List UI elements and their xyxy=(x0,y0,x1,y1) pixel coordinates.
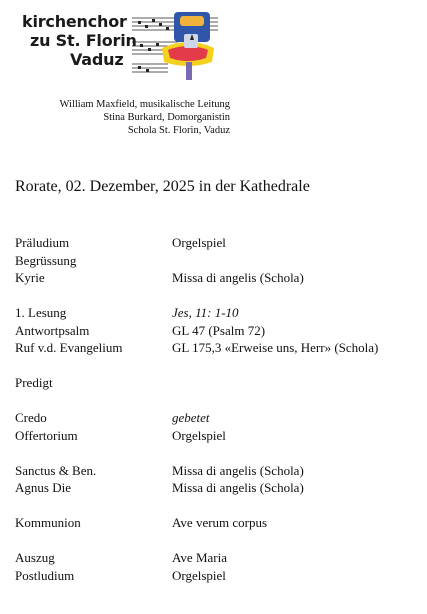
program-row xyxy=(15,322,420,340)
program-detail: Missa di angelis (Schola) xyxy=(172,480,304,495)
program-detail: Orgelspiel xyxy=(172,235,226,250)
program-row xyxy=(15,567,420,585)
program-row xyxy=(15,409,420,427)
program-row xyxy=(15,462,420,480)
program-row xyxy=(15,444,420,462)
program-part: 1. Lesung xyxy=(15,305,67,320)
program-row xyxy=(15,479,420,497)
liturgy-program xyxy=(15,234,420,584)
program-detail: Ave Maria xyxy=(172,550,227,565)
program-row xyxy=(15,427,420,445)
program-part: Auszug xyxy=(15,550,55,565)
program-detail: Missa di angelis (Schola) xyxy=(172,270,304,285)
program-part: Sanctus & Ben. xyxy=(15,462,97,478)
program-part: Antwortpsalm xyxy=(15,322,90,338)
program-detail: gebetet xyxy=(172,410,210,425)
program-part: Postludium xyxy=(15,567,75,583)
program-row xyxy=(15,252,420,270)
program-detail: Jes, 11: 1-10 xyxy=(172,305,239,320)
logo-line-1: kirchenchor xyxy=(22,12,127,31)
program-detail: Orgelspiel xyxy=(172,567,226,583)
program-part: Credo xyxy=(15,410,47,425)
credit-organist: Stina Burkard, Domorganistin xyxy=(103,112,230,123)
program-part: Kyrie xyxy=(15,270,45,285)
program-part: Begrüssung xyxy=(15,252,77,268)
program-row xyxy=(15,532,420,550)
program-row xyxy=(15,234,420,252)
program-part: Kommunion xyxy=(15,515,81,530)
program-row xyxy=(15,269,420,287)
program-row xyxy=(15,497,420,515)
program-row xyxy=(15,357,420,375)
program-row xyxy=(15,304,420,322)
program-part: Predigt xyxy=(15,375,53,390)
program-part: Agnus Die xyxy=(15,480,71,495)
credit-schola: Schola St. Florin, Vaduz xyxy=(127,125,230,136)
program-row xyxy=(15,549,420,567)
logo-line-2: zu St. Florin xyxy=(30,31,137,50)
program-detail: Ave verum corpus xyxy=(172,515,268,530)
program-detail: GL 175,3 «Erweise uns, Herr» (Schola) xyxy=(172,340,379,355)
program-row xyxy=(15,514,420,532)
page-title: Rorate, 02. Dezember, 2025 in der Kathedrale xyxy=(15,178,310,195)
program-part: Offertorium xyxy=(15,427,78,443)
program-detail: Orgelspiel xyxy=(172,427,226,443)
program-part: Ruf v.d. Evangelium xyxy=(15,340,123,355)
program-row xyxy=(15,339,420,357)
program-row xyxy=(15,392,420,410)
program-part: Präludium xyxy=(15,235,70,250)
credits-block xyxy=(20,98,230,137)
logo-line-3: Vaduz xyxy=(70,50,124,69)
program-row xyxy=(15,287,420,305)
music-staff-logo-icon xyxy=(118,10,218,84)
program-detail: Missa di angelis (Schola) xyxy=(172,462,304,478)
program-row xyxy=(15,374,420,392)
program-detail: GL 47 (Psalm 72) xyxy=(172,322,266,338)
credit-music-director: William Maxfield, musikalische Leitung xyxy=(59,99,230,110)
